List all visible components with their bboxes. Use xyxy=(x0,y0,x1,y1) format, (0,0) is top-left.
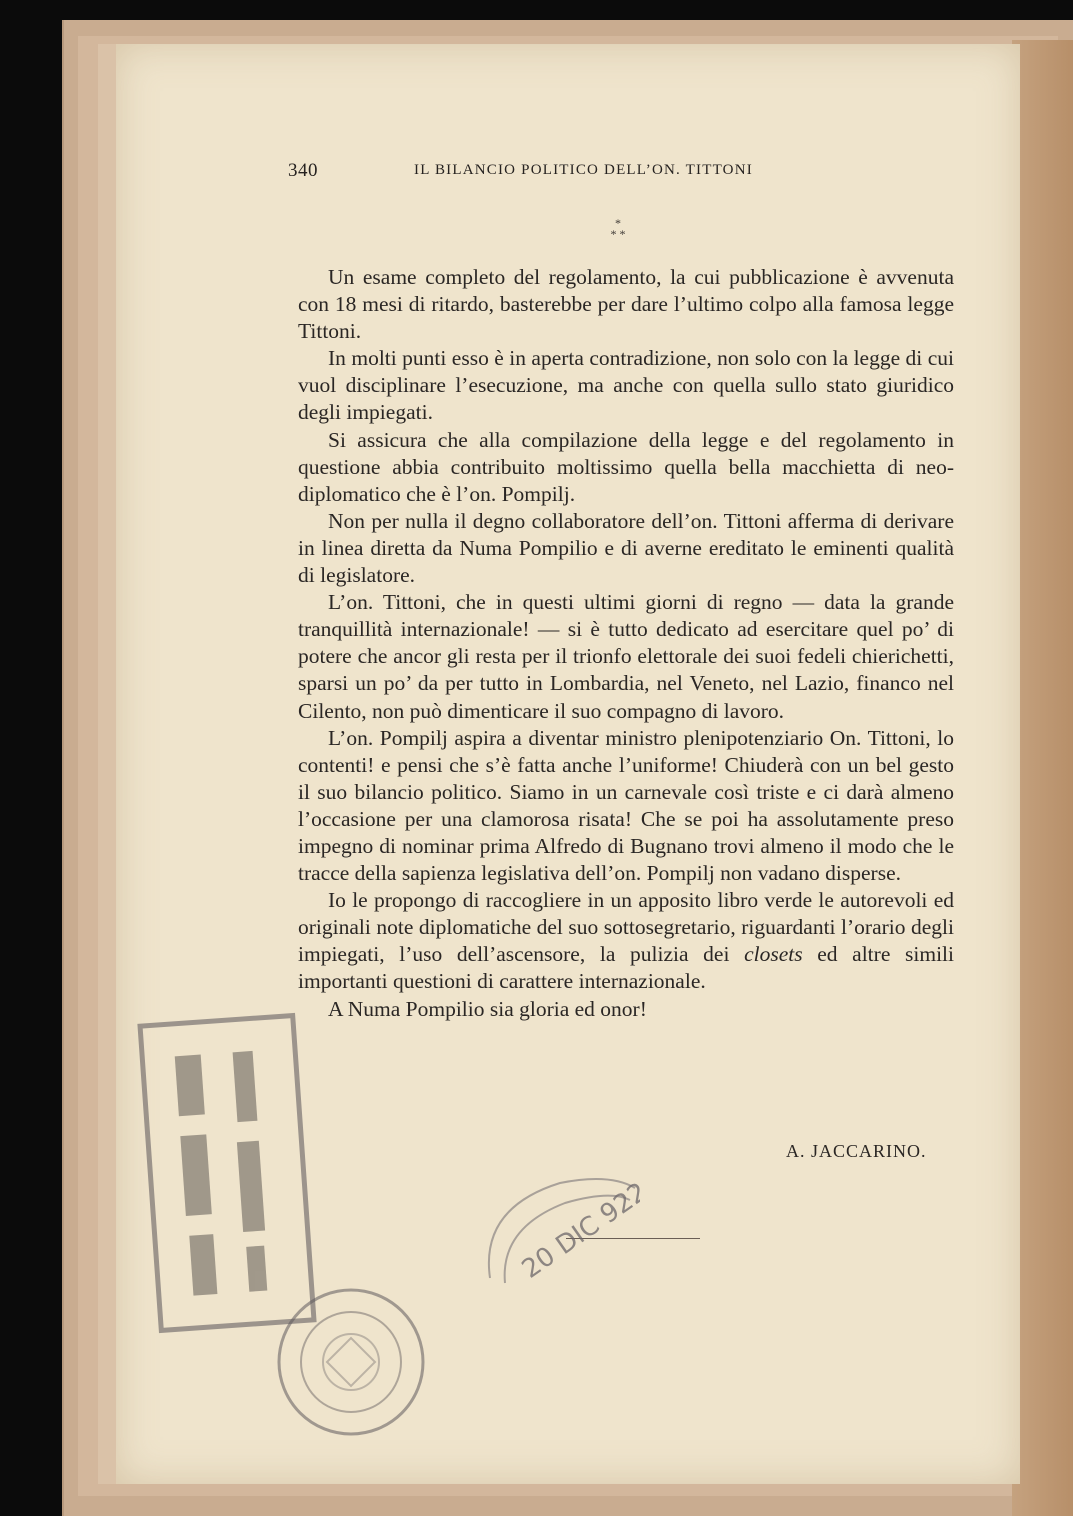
paragraph: Un esame completo del regolamento, la cui pubblicazione è avvenuta con 18 mesi di ritardo, basterebbe per dare l’ultimo colpo alla famosa legge Tittoni. xyxy=(298,265,954,344)
date-stamp xyxy=(470,1168,640,1288)
author-signature: A. JACCARINO. xyxy=(786,1141,927,1161)
page-number: 340 xyxy=(288,160,318,181)
paragraph: L’on. Tittoni, che in questi ultimi giorni di regno — data la grande tranquillità internazionale! — si è tutto dedicato ad esercitare quel po’ di potere che ancor gli resta per il trionfo elettorale dei suoi fedeli chierichetti, sparsi un po’ da per tutto in Lombardia, nel Veneto, nel Lazio, financo nel Cilento, non può dimenticare il suo compagno di lavoro. xyxy=(298,590,954,723)
paragraph: In molti punti esso è in aperta contradizione, non solo con la legge di cui vuol disciplinare l’esecuzione, ma anche con quella sullo stato giuridico degli impiegati. xyxy=(298,346,954,425)
library-stamp-icon xyxy=(143,1018,312,1328)
header-title: IL BILANCIO POLITICO DELL’ON. TITTONI xyxy=(414,162,753,178)
closing-line: A Numa Pompilio sia gloria ed onor! xyxy=(328,996,647,1021)
page-edge xyxy=(1012,40,1073,1516)
paragraph: Si assicura che alla compilazione della legge e del regolamento in questione abbia contribuito moltissimo quella bella macchietta di neo-diplomatico che è l’on. Pompilj. xyxy=(298,427,954,506)
round-library-seal xyxy=(272,1283,430,1441)
inventory-number-stamp xyxy=(190,810,230,950)
italic-word: closets xyxy=(744,942,803,967)
paragraph-text: ed altre simili importanti questioni di carattere internazionale. xyxy=(298,942,954,994)
running-header xyxy=(288,160,828,184)
article-body xyxy=(298,264,954,1023)
asterism-divider: * * * xyxy=(610,216,626,241)
paragraph: Non per nulla il degno collaboratore dell’on. Tittoni afferma di derivare in linea diretta da Numa Pompilio e di averne ereditato le eminenti qualità di legislatore. xyxy=(298,508,954,588)
paragraph-text: Io le propongo di raccogliere in un apposito libro verde le autorevoli ed originali note diplomatiche del suo sottosegretario, riguardanti l’orario degli impiegati, l’uso dell’ascensore, la pulizia dei xyxy=(298,888,954,967)
paragraph xyxy=(298,887,954,995)
paragraph: L’on. Pompilj aspira a diventar ministro plenipotenziario On. Tittoni, lo contenti! e pensi che s’è fatta anche l’uniforme! Chiuderà con un bel gesto il suo bilancio politico. Siamo in un carnevale così triste e ci darà almeno l’occasione per una clamorosa risata! Che se poi ha assolutamente preso impegno di nominar prima Alfredo di Bugnano trovi almeno il modo che le tracce della sapienza legislativa dell’on. Pompilj non vadano disperse. xyxy=(298,725,954,886)
svg-text:20 DIC 922: 20 DIC 922 xyxy=(516,1176,640,1285)
